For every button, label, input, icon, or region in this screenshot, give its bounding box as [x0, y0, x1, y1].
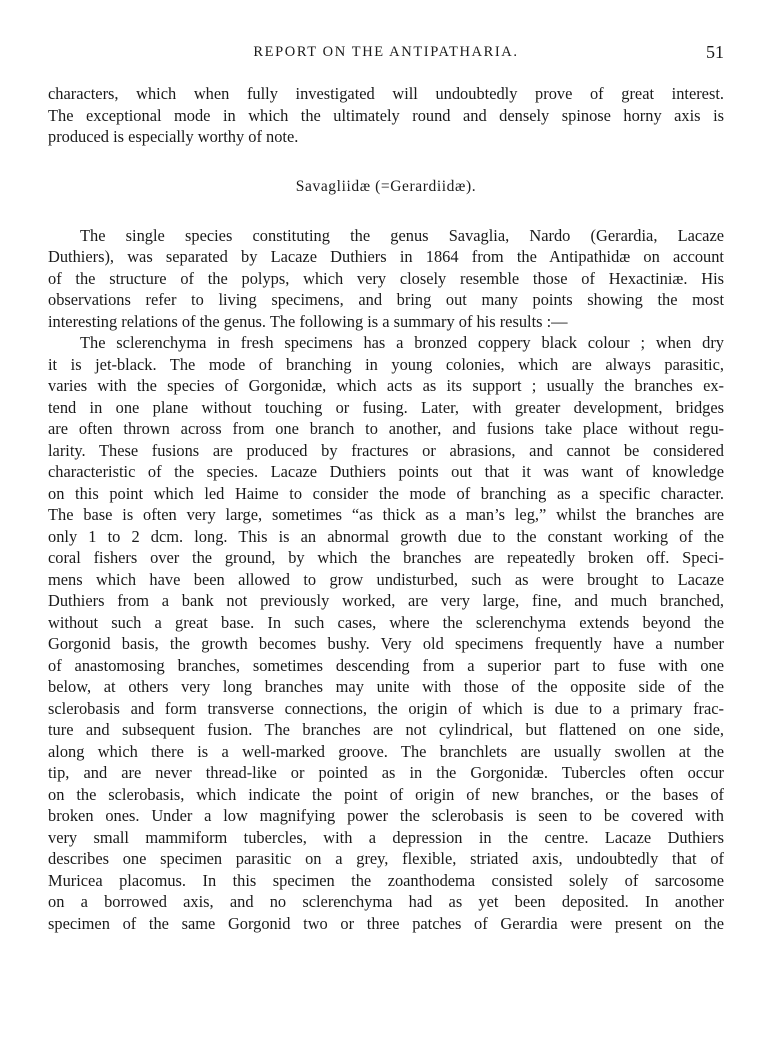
text-line: observations refer to living specimens, and bring out many points showing the most — [48, 290, 724, 309]
text-line: ture and subsequent fusion. The branches are not cylindrical, but flattened on one side, — [48, 720, 724, 739]
text-line: tip, and are never thread-like or pointed as in the Gorgonidæ. Tubercles often occur — [48, 763, 724, 782]
section-heading: Savagliidæ (=Gerardiidæ). — [295, 177, 477, 195]
page-header — [48, 42, 724, 66]
text-line: sclerobasis and form transverse connections, the origin of which is due to a primary frac- — [48, 698, 724, 718]
text-line: interesting relations of the genus. The following is a summary of his results :— — [48, 311, 568, 331]
text-line: on this point which led Haime to consider the mode of branching as a specific character. — [48, 483, 724, 503]
running-title: REPORT ON THE ANTIPATHARIA. — [253, 44, 519, 60]
text-line: tend in one plane without touching or fusing. Later, with greater development, bridges — [48, 397, 724, 417]
text-line: describes one specimen parasitic on a grey, flexible, striated axis, undoubtedly that of — [48, 849, 724, 868]
paragraph-2 — [48, 332, 724, 934]
text-line: characters, which when fully investigated will undoubtedly prove of great interest. — [48, 84, 724, 103]
text-line: Muricea placomus. In this specimen the zoanthodema consisted solely of sarcosome — [48, 870, 724, 890]
text-line: produced is especially worthy of note. — [48, 127, 299, 146]
text-line: Duthiers), was separated by Lacaze Duthiers in 1864 from the Antipathidæ on account — [48, 247, 724, 266]
text-line: mens which have been allowed to grow undisturbed, such as were brought to Lacaze — [48, 569, 724, 589]
text-line: are often thrown across from one branch to another, and fusions take place without regu- — [48, 419, 724, 438]
text-line: Gorgonid basis, the growth becomes bushy. Very old specimens frequently have a number — [48, 634, 724, 653]
text-line: very small mammiform tubercles, with a depression in the centre. Lacaze Duthiers — [48, 827, 724, 847]
text-line: characteristic of the species. Lacaze Duthiers points out that it was want of knowledge — [48, 462, 724, 481]
text-line: on a borrowed axis, and no sclerenchyma had as yet been deposited. In another — [48, 892, 724, 911]
text-line: The base is often very large, sometimes “as thick as a man’s leg,” whilst the branches are — [48, 505, 724, 524]
page-number: 51 — [706, 42, 724, 62]
intro-paragraph — [48, 83, 724, 148]
text-line: without such a great base. In such cases, where the sclerenchyma extends beyond the — [48, 612, 724, 632]
text-line: it is jet-black. The mode of branching in young colonies, which are always parasitic, — [48, 354, 724, 374]
text-line: along which there is a well-marked groove. The branchlets are usually swollen at the — [48, 741, 724, 761]
text-line: of anastomosing branches, sometimes descending from a superior part to fuse with one — [48, 655, 724, 675]
text-line: The sclerenchyma in fresh specimens has a bronzed coppery black colour ; when dry — [80, 333, 724, 352]
page-body — [48, 83, 724, 934]
text-line: Duthiers from a bank not previously worked, are very large, fine, and much branched, — [48, 591, 724, 610]
text-line: coral fishers over the ground, by which the branches are repeatedly broken off. Speci- — [48, 548, 724, 567]
text-line: on the sclerobasis, which indicate the point of origin of new branches, or the bases of — [48, 784, 724, 804]
text-line: below, at others very long branches may unite with those of the opposite side of the — [48, 677, 724, 696]
text-line: larity. These fusions are produced by fractures or abrasions, and cannot be considered — [48, 440, 724, 460]
text-line: specimen of the same Gorgonid two or three patches of Gerardia were present on the — [48, 913, 724, 933]
text-line: varies with the species of Gorgonidæ, which acts as its support ; usually the branches ex- — [48, 376, 724, 395]
paragraph-1 — [48, 225, 724, 333]
text-line: The single species constituting the genus Savaglia, Nardo (Gerardia, Lacaze — [80, 225, 724, 245]
text-line: of the structure of the polyps, which very closely resemble those of Hexactiniæ. His — [48, 268, 724, 288]
text-line: broken ones. Under a low magnifying power the sclerobasis is seen to be covered with — [48, 806, 724, 825]
text-line: The exceptional mode in which the ultimately round and densely spinose horny axis is — [48, 105, 724, 125]
text-line: only 1 to 2 dcm. long. This is an abnormal growth due to the constant working of the — [48, 526, 724, 546]
